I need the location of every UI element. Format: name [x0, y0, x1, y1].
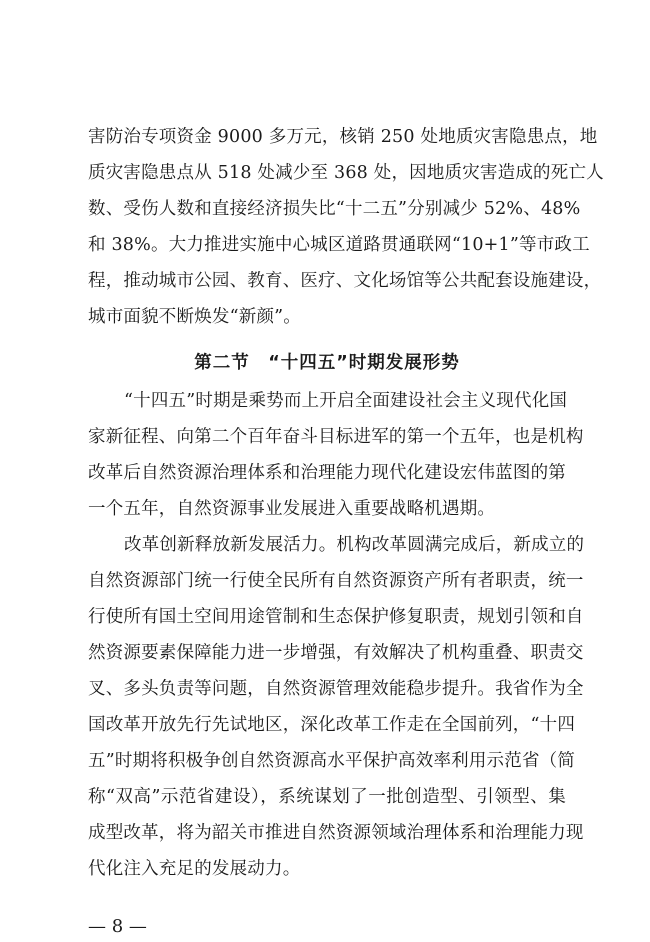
text-line: 害防治专项资金 9000 多万元，核销 250 处地质灾害隐患点，地 — [88, 127, 598, 147]
text-line: 数、受伤人数和直接经济损失比“十二五”分别减少 52%、48% — [88, 199, 581, 219]
text-line: “十四五”时期是乘势而上开启全面建设社会主义现代化国 — [124, 391, 568, 411]
text-line: 然资源要素保障能力进一步增强，有效解决了机构重叠、职责交 — [88, 643, 584, 663]
text-line: 国改革开放先行先试地区，深化改革工作走在全国前列，“十四 — [88, 715, 576, 735]
text-line: 城市面貌不断焕发“新颜”。 — [88, 307, 301, 327]
text-line: 称“双高”示范省建设），系统谋划了一批创造型、引领型、集 — [88, 787, 566, 807]
text-line: 代化注入充足的发展动力。 — [88, 859, 301, 879]
text-line: 改革后自然资源治理体系和治理能力现代化建设宏伟蓝图的第 — [88, 463, 566, 483]
text-line: 自然资源部门统一行使全民所有自然资源资产所有者职责，统一 — [88, 571, 584, 591]
text-line: 程，推动城市公园、教育、医疗、文化场馆等公共配套设施建设， — [88, 271, 602, 291]
text-line: 叉、多头负责等问题，自然资源管理效能稳步提升。我省作为全 — [88, 679, 584, 699]
text-line: 五”时期将积极争创自然资源高水平保护高效率利用示范省（简 — [88, 751, 576, 771]
section-heading: 第二节 “十四五”时期发展形势 — [194, 353, 460, 373]
text-line: 和 38%。大力推进实施中心城区道路贯通联网“10+1”等市政工 — [88, 235, 590, 255]
text-line: 质灾害隐患点从 518 处减少至 368 处，因地质灾害造成的死亡人 — [88, 163, 604, 183]
text-line: 成型改革，将为韶关市推进自然资源领域治理体系和治理能力现 — [88, 823, 584, 843]
text-line: 改革创新释放新发展活力。机构改革圆满完成后，新成立的 — [124, 535, 585, 555]
text-line: 家新征程、向第二个百年奋斗目标进军的第一个五年，也是机构 — [88, 427, 584, 447]
text-line: 一个五年，自然资源事业发展进入重要战略机遇期。 — [88, 499, 496, 519]
page-number: — 8 — — [88, 916, 147, 937]
text-line: 行使所有国土空间用途管制和生态保护修复职责，规划引领和自 — [88, 607, 584, 627]
